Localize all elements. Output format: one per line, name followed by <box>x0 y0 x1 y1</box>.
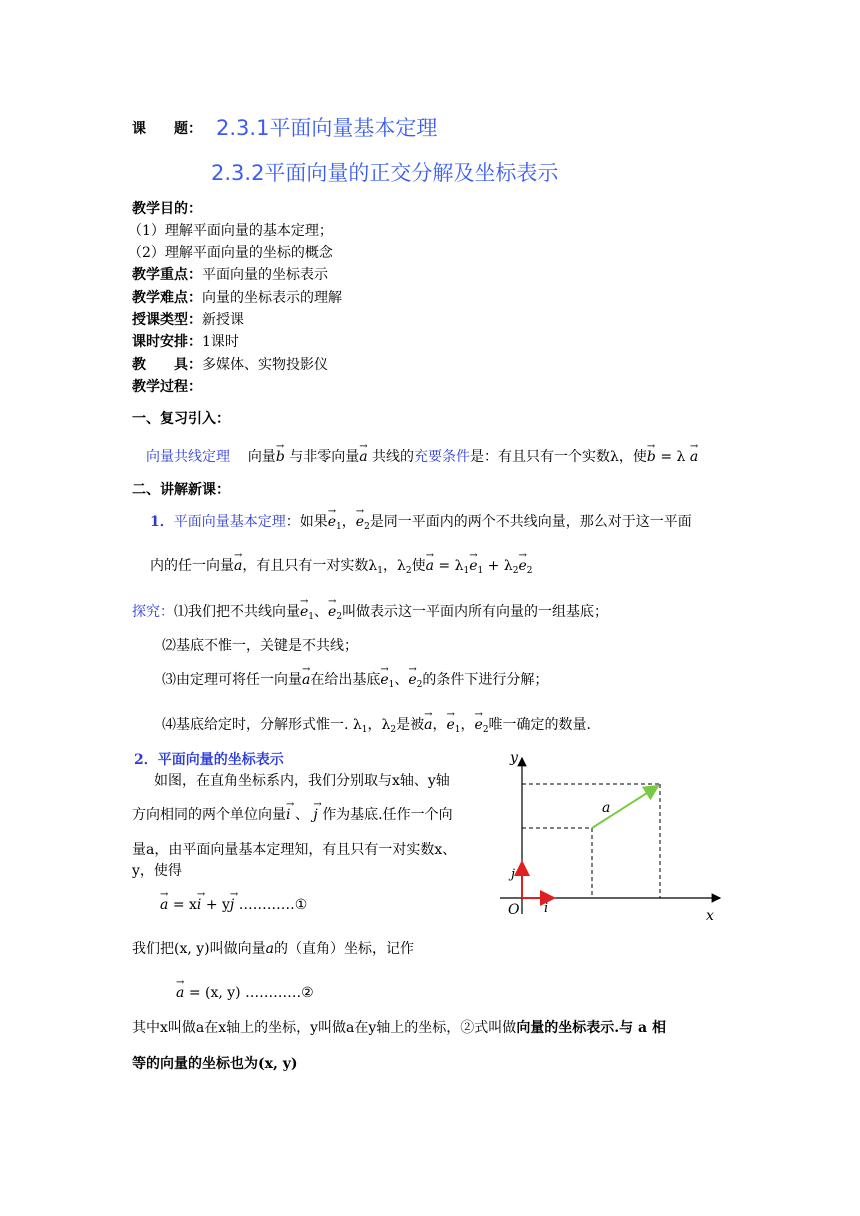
sufficient-term: 充要条件 <box>414 449 471 465</box>
collinear-theorem: 向量共线定理 向量→ b 与非零向量→ a 共线的充要条件是：有且只有一个实数λ，使→ b = λ → a <box>146 448 698 466</box>
equation-2: → a = (x, y) …………② <box>176 984 314 1002</box>
origin-label: O <box>508 902 520 918</box>
basic-theorem-term: 平面向量基本定理 <box>173 514 286 530</box>
explore-label: 探究： <box>132 604 174 620</box>
equation-1: → a = x→ i + y→ j …………① <box>160 896 307 914</box>
coord-line2: 方向相同的两个单位向量→ i 、 → j 作为基底.任作一个向 <box>132 806 453 824</box>
unit-i-label: i <box>544 901 549 916</box>
basic-theorem-line1: 1．平面向量基本定理：如果→ $e_1$，→ $e_2$是同一平面内的两个不共线向量，那么对于这一平面 <box>150 513 692 536</box>
goal-1: （1）理解平面向量的基本定理； <box>128 223 333 239</box>
difficulty-label: 教学难点： <box>132 290 202 306</box>
section1-heading: 一、复习引入： <box>132 411 230 427</box>
goals-label: 教学目的： <box>132 201 202 217</box>
coord-line7: 等的向量的坐标也为(x, y) <box>132 1056 298 1072</box>
focus-text: 平面向量的坐标表示 <box>202 267 328 283</box>
tools-label: 教 具： <box>132 357 202 373</box>
coord-line1: 如图，在直角坐标系内，我们分别取与x轴、y轴 <box>154 773 450 789</box>
explore-3: ⑶由定理可将任一向量→ a在给出基底→ $e_1$、→ $e_2$的条件下进行分解； <box>162 671 548 694</box>
coordinate-figure <box>496 742 728 926</box>
focus-row <box>132 266 328 284</box>
explore-2: ⑵基底不惟一，关键是不共线； <box>162 638 358 654</box>
goal-2: （2）理解平面向量的坐标的概念 <box>128 245 333 261</box>
title-1: 2.3.1平面向量基本定理 <box>216 116 438 140</box>
coordinate-heading: 2．平面向量的坐标表示 <box>134 752 284 768</box>
process-label: 教学过程： <box>132 379 202 395</box>
explore-1: 探究：⑴我们把不共线向量→ $e_1$、→ $e_2$叫做表示这一平面内所有向量的一组基底； <box>132 603 608 626</box>
unit-j-label: j <box>511 867 516 882</box>
title-label: 课 题： <box>132 121 202 137</box>
section2-heading: 二、讲解新课： <box>132 482 230 498</box>
basic-theorem-line2: 内的任一向量→ a，有且只有一对实数$\lambda_1$，$\lambda_2$使→ $a = \lambda_1\to e_1 + \lambda_2\to e_2$ <box>150 557 533 580</box>
focus-label: 教学重点： <box>132 267 202 283</box>
hours-row <box>132 333 239 351</box>
vector-a-label: a <box>602 800 611 816</box>
explore-4: ⑷基底给定时，分解形式惟一. $\lambda_1$，$\lambda_2$是被→ a，→ $e_1$，→ $e_2$唯一确定的数量. <box>162 716 591 739</box>
type-row <box>132 311 244 329</box>
x-axis-label: x <box>706 908 714 924</box>
y-axis-label: y <box>510 750 518 766</box>
tools-text: 多媒体、实物投影仪 <box>202 357 328 373</box>
type-label: 授课类型： <box>132 312 202 328</box>
tools-row <box>132 356 328 374</box>
type-text: 新授课 <box>202 312 244 328</box>
title-2: 2.3.2平面向量的正交分解及坐标表示 <box>211 161 559 185</box>
hours-text: 1课时 <box>202 334 239 350</box>
difficulty-row <box>132 289 342 307</box>
coord-line3: 量a，由平面向量基本定理知，有且只有一对实数x、 <box>132 842 457 858</box>
difficulty-text: 向量的坐标表示的理解 <box>202 290 342 306</box>
coord-line5: 我们把(x, y)叫做向量a的（直角）坐标，记作 <box>132 941 414 957</box>
coord-line4: y，使得 <box>132 863 182 879</box>
hours-label: 课时安排： <box>132 334 202 350</box>
collinear-term: 向量共线定理 <box>146 449 230 465</box>
coord-line6: 其中x叫做a在x轴上的坐标，y叫做a在y轴上的坐标，②式叫做向量的坐标表示.与 a 相 <box>132 1020 667 1036</box>
